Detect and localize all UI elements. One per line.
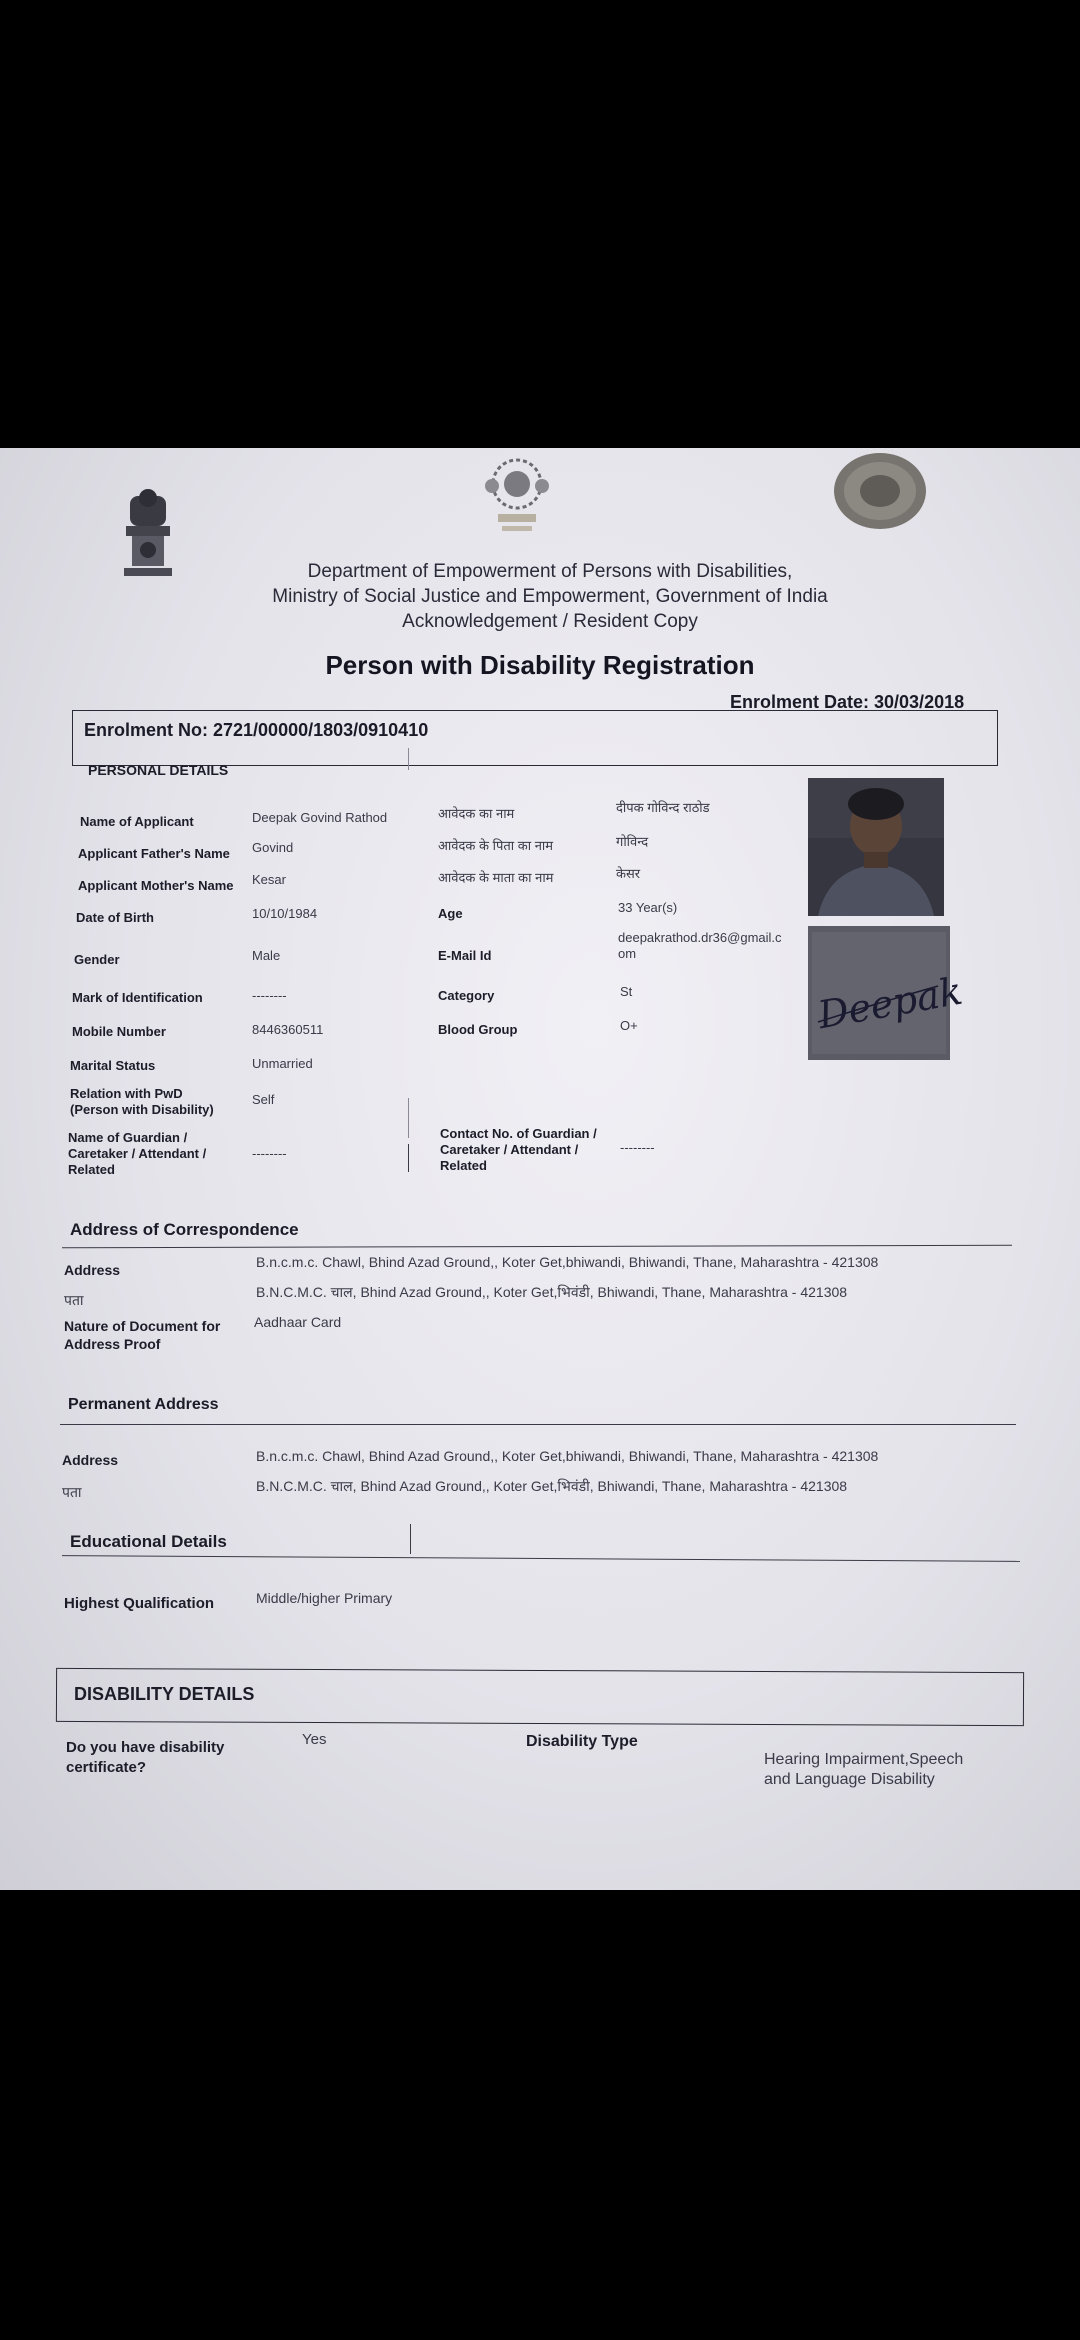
blood-group-value: O+ [620,1018,638,1033]
person-photo-icon [808,778,944,916]
educational-details-heading: Educational Details [70,1532,227,1551]
permanent-address-label: Address [62,1452,119,1468]
gender-value: Male [252,948,281,963]
correspondence-pata-label: पता [64,1292,84,1308]
guardian-contact-value: -------- [620,1140,655,1155]
mobile-label: Mobile Number [72,1024,166,1039]
department-logo-icon [470,456,565,536]
guardian-value: -------- [252,1146,287,1161]
divider [408,748,409,770]
father-name-label: Applicant Father's Name [78,846,230,861]
personal-details-box [72,710,998,766]
qualification-value: Middle/higher Primary [256,1590,393,1606]
age-label: Age [438,906,463,921]
divider [408,1098,409,1138]
identification-mark-value: -------- [252,988,287,1003]
guardian-contact-label-line1: Contact No. of Guardian / [440,1126,597,1141]
identification-mark-label: Mark of Identification [72,990,203,1005]
father-name-hindi-label: आवेदक के पिता का नाम [438,838,554,853]
disability-type-value-line1: Hearing Impairment,Speech [764,1751,964,1768]
father-name-hindi-value: गोविन्द [616,834,649,849]
mother-name-label: Applicant Mother's Name [78,878,234,893]
applicant-signature [808,926,966,1060]
marital-status-label: Marital Status [70,1058,156,1073]
correspondence-pata-value: B.N.C.M.C. चाल, Bhind Azad Ground,, Koter Get,भिवंडी, Bhiwandi, Thane, Maharashtra - 421308 [256,1284,848,1300]
national-emblem-icon [118,488,178,588]
address-proof-value: Aadhaar Card [254,1314,342,1330]
signature-text: Deepak [814,968,966,1038]
relation-value: Self [252,1092,275,1107]
ministry-name: Ministry of Social Justice and Empowerment, Government of India [272,586,828,607]
name-hindi-value: दीपक गोविन्द राठोड [616,800,710,815]
age-value: 33 Year(s) [618,900,678,915]
disability-type-label: Disability Type [526,1733,638,1750]
father-name-value: Govind [252,840,294,855]
permanent-pata-label: पता [62,1484,82,1500]
name-value: Deepak Govind Rathod [252,810,388,825]
document-page [0,448,1080,1890]
section-rule [62,1245,1012,1248]
email-value-line2: om [618,946,637,961]
category-label: Category [438,988,495,1003]
personal-details-heading: PERSONAL DETAILS [88,762,229,778]
department-name: Department of Empowerment of Persons with Disabilities, [307,561,793,582]
blood-group-label: Blood Group [438,1022,518,1037]
enrolment-date: Enrolment Date: 30/03/2018 [730,692,965,712]
dob-label: Date of Birth [76,910,154,925]
relation-label-line1: Relation with PwD [70,1086,183,1101]
correspondence-address-label: Address [64,1262,121,1278]
mother-name-hindi-label: आवेदक के माता का नाम [438,870,554,885]
guardian-contact-label-line3: Related [440,1158,487,1173]
official-seal-icon [830,450,930,532]
qualification-label: Highest Qualification [64,1595,215,1612]
gender-label: Gender [74,952,120,967]
enrolment-number: Enrolment No: 2721/00000/1803/0910410 [84,720,429,740]
address-proof-label-line1: Nature of Document for [64,1318,221,1334]
page-title: Person with Disability Registration [325,650,755,680]
divider [410,1524,411,1554]
permanent-pata-value: B.N.C.M.C. चाल, Bhind Azad Ground,, Koter Get,भिवंडी, Bhiwandi, Thane, Maharashtra - 421308 [256,1478,848,1494]
disability-type-value-line2: and Language Disability [764,1771,935,1788]
name-hindi-label: आवेदक का नाम [438,806,515,821]
permanent-address-value: B.n.c.m.c. Chawl, Bhind Azad Ground,, Koter Get,bhiwandi, Bhiwandi, Thane, Maharashtra - 421308 [256,1448,879,1464]
guardian-contact-label-line2: Caretaker / Attendant / [440,1142,579,1157]
guardian-label-line3: Related [68,1162,115,1177]
relation-label-line2: (Person with Disability) [70,1102,214,1117]
disability-certificate-label-line2: certificate? [66,1759,147,1776]
divider [408,1144,409,1172]
section-rule [60,1424,1016,1425]
guardian-label-line2: Caretaker / Attendant / [68,1146,207,1161]
email-value-line1: deepakrathod.dr36@gmail.c [618,930,782,945]
permanent-address-heading: Permanent Address [68,1396,219,1413]
applicant-photo [808,778,944,916]
disability-certificate-value: Yes [302,1731,327,1748]
signature-icon [808,926,966,1060]
dob-value: 10/10/1984 [252,906,318,921]
email-label: E-Mail Id [438,948,492,963]
name-label: Name of Applicant [80,814,194,829]
correspondence-address-value: B.n.c.m.c. Chawl, Bhind Azad Ground,, Koter Get,bhiwandi, Bhiwandi, Thane, Maharashtra - 421308 [256,1254,879,1270]
category-value: St [620,984,633,999]
guardian-label-line1: Name of Guardian / [68,1130,188,1145]
copy-type: Acknowledgement / Resident Copy [402,611,698,632]
mother-name-value: Kesar [252,872,286,887]
disability-certificate-label-line1: Do you have disability [66,1739,225,1756]
mother-name-hindi-value: केसर [616,866,641,881]
address-proof-label-line2: Address Proof [64,1336,161,1352]
correspondence-heading: Address of Correspondence [70,1220,299,1239]
disability-details-heading: DISABILITY DETAILS [74,1684,255,1704]
mobile-value: 8446360511 [252,1022,324,1037]
section-rule [62,1555,1020,1562]
marital-status-value: Unmarried [252,1056,313,1071]
